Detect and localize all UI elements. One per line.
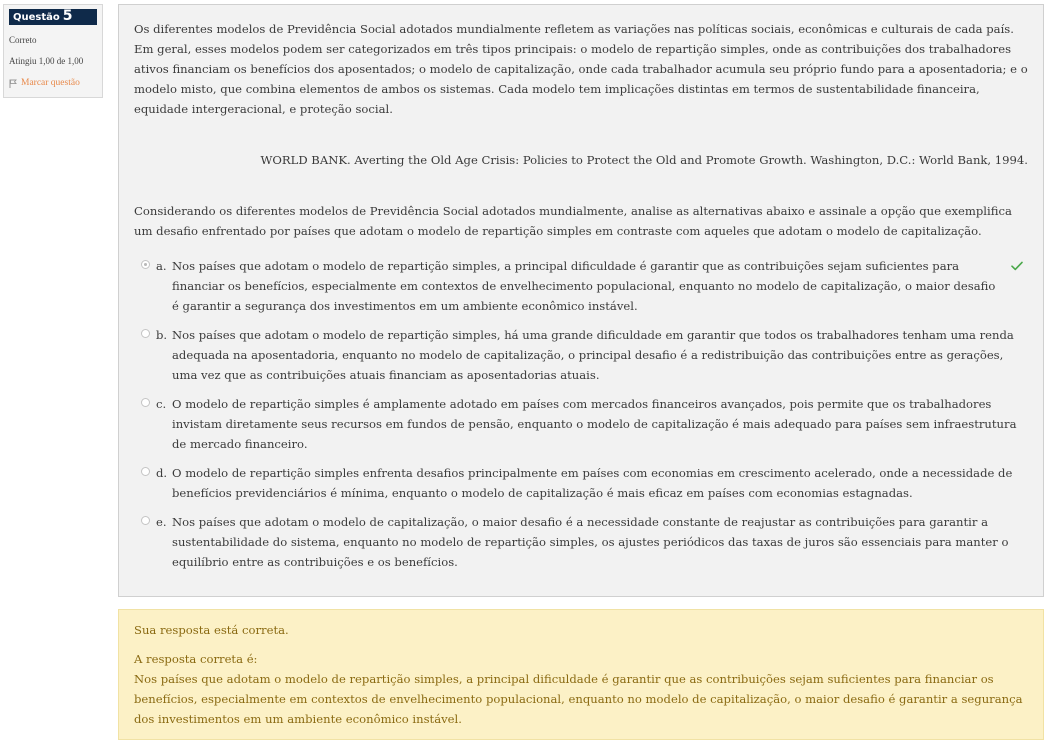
answer-radio-e[interactable] [141,516,150,525]
answer-radio-b[interactable] [141,329,150,338]
question-intro-text: Os diferentes modelos de Previdência Social adotados mundialmente refletem as variações nas políticas sociais, econômicas e culturais de cada país. Em geral, esses modelos podem ser categorizados em três tipos principais: o modelo de repartição simples, onde as contribuições dos trabalhadores ativos financiam os benefícios dos aposentados; o modelo de capitalização, onde cada trabalhador acumula seu próprio fundo para a aposentadoria; e o modelo misto, que combina elementos de ambos os sistemas. Cada modelo tem implicações distintas em termos de sustentabilidade financeira, equidade intergeracional, e proteção social. [134,22,1028,116]
answer-letter: e. [156,515,167,529]
answer-radio-a[interactable] [141,260,150,269]
correct-answer-label: A resposta correta é: [134,652,258,666]
feedback-panel [118,609,1044,740]
answer-letter: a. [156,259,167,273]
answer-letter: c. [156,397,167,411]
answer-option-c[interactable] [134,394,1028,454]
answer-radio-c[interactable] [141,398,150,407]
answer-text[interactable]: Nos países que adotam o modelo de repartição simples, a principal dificuldade é garantir que as contribuições sejam suficientes para financiar os benefícios, especialmente em contextos de envelhecimento populacional, enquanto no modelo de capitalização, o maior desafio é garantir a segurança dos investimentos em um ambiente econômico instável. [172,259,996,313]
question-formulation [118,4,1044,597]
answer-text[interactable]: Nos países que adotam o modelo de repartição simples, há uma grande dificuldade em garantir que todos os trabalhadores tenham uma renda adequada na aposentadoria, enquanto no modelo de capitalização, o principal desafio é a redistribuição das contribuições entre as gerações, uma vez que as contribuições atuais financiam as aposentadorias atuais. [172,328,1014,382]
answer-option-a[interactable] [134,256,1028,316]
answer-radio-d[interactable] [141,467,150,476]
question-prompt: Considerando os diferentes modelos de Previdência Social adotados mundialmente, analise as alternativas abaixo e assinale a opção que exemplifica um desafio enfrentado por países que adotam o modelo de repartição simples em contraste com aqueles que adotam o modelo de capitalização. [134,204,1012,238]
answer-text[interactable]: O modelo de repartição simples é amplamente adotado em países com mercados financeiros avançados, pois permite que os trabalhadores invistam diretamente seus recursos em fundos de pensão, enquanto o modelo de capitalização é mais adequado para países sem infraestrutura de mercado financeiro. [172,397,1017,451]
flag-icon [9,79,17,88]
question-state: Correto [9,35,37,45]
answer-letter: b. [156,328,168,342]
answer-text[interactable]: Nos países que adotam o modelo de capitalização, o maior desafio é a necessidade constante de reajustar as contribuições para garantir a sustentabilidade do sistema, enquanto no modelo de repartição simples, os ajustes periódicos das taxas de juros são essenciais para manter o equilíbrio entre as contribuições e os benefícios. [172,515,1009,569]
correct-answer-text: Nos países que adotam o modelo de repartição simples, a principal dificuldade é garantir que as contribuições sejam suficientes para financiar os benefícios, especialmente em contextos de envelhecimento populacional, enquanto no modelo de capitalização, o maior desafio é garantir a segurança dos investimentos em um ambiente econômico instável. [134,672,1023,726]
answer-option-e[interactable] [134,512,1028,572]
question-info-panel [3,4,103,98]
question-number-badge [9,9,97,25]
flag-question-label: Marcar questão [21,78,80,88]
question-source-citation: WORLD BANK. Averting the Old Age Crisis: Policies to Protect the Old and Promote Growth. Washington, D.C.: World Bank, 1994. [260,153,1028,167]
question-label: Questão [13,12,60,23]
answer-letter: d. [156,466,168,480]
question-grade: Atingiu 1,00 de 1,00 [9,56,84,66]
feedback-result: Sua resposta está correta. [134,623,289,637]
correct-check-icon [1011,257,1023,277]
answer-text[interactable]: O modelo de repartição simples enfrenta desafios principalmente em países com economias em crescimento acelerado, onde a necessidade de benefícios previdenciários é mínima, enquanto o modelo de capitalização é mais eficaz em países com economias estagnadas. [172,466,1013,500]
flag-question-link[interactable] [9,78,97,88]
answer-options [134,256,1028,572]
answer-option-b[interactable] [134,325,1028,385]
answer-option-d[interactable] [134,463,1028,503]
question-number: 5 [62,8,73,24]
